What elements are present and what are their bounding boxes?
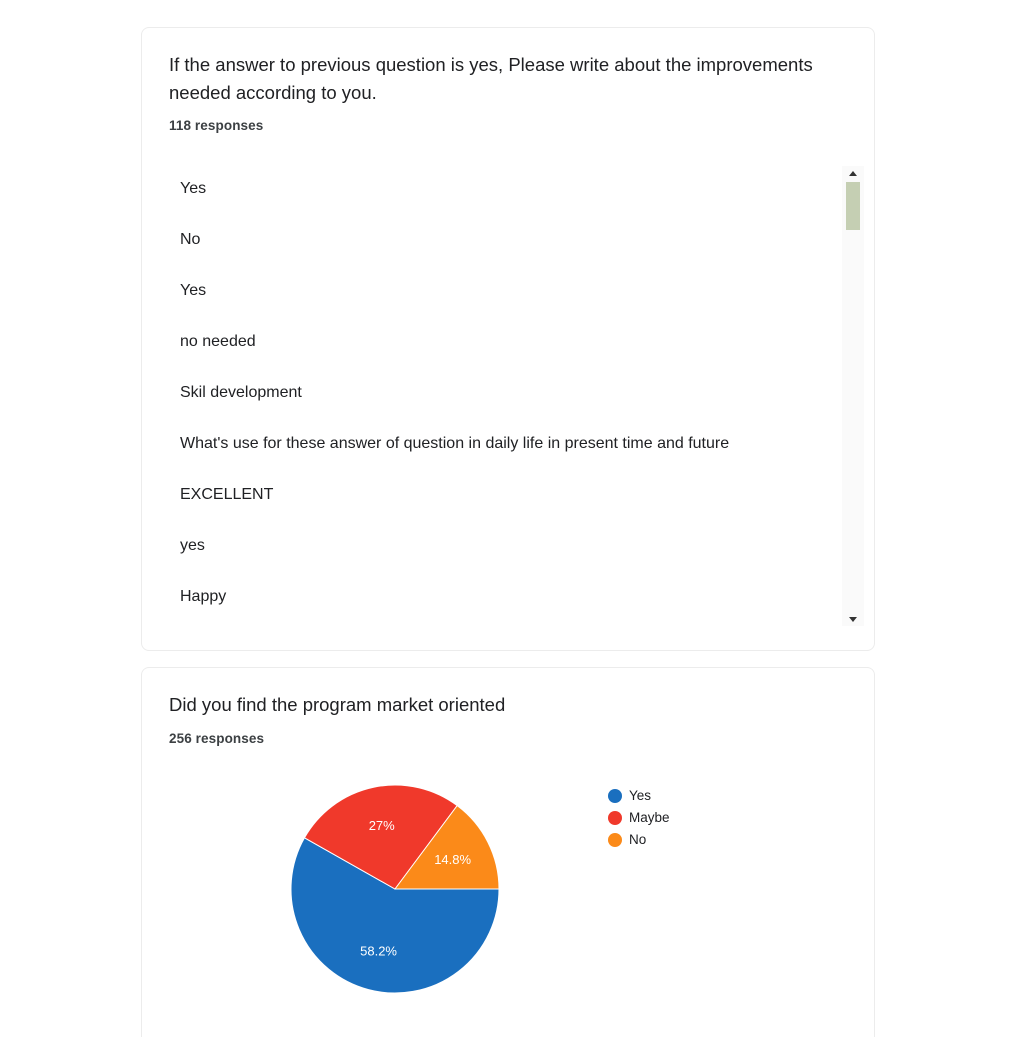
list-item: Yes bbox=[180, 282, 207, 299]
pie-label-yes: 58.2% bbox=[360, 943, 398, 959]
list-item: What's use for these answer of question in daily life in present time and future bbox=[180, 435, 730, 452]
question-title: Did you find the program market oriented bbox=[169, 694, 506, 715]
legend-dot-icon bbox=[608, 789, 622, 803]
list-item: Yes bbox=[180, 180, 207, 197]
scroll-thumb[interactable] bbox=[846, 182, 860, 230]
response-count: 118 responses bbox=[169, 118, 264, 133]
legend-dot-icon bbox=[608, 833, 622, 847]
list-item: Happy bbox=[180, 588, 227, 605]
list-item: no needed bbox=[180, 333, 256, 350]
response-count: 256 responses bbox=[169, 731, 265, 746]
question-title: If the answer to previous question is yes, Please write about the improvements needed according to you. bbox=[169, 54, 813, 103]
legend-label: Maybe bbox=[629, 810, 670, 825]
legend-label: Yes bbox=[629, 788, 652, 803]
legend-item-yes bbox=[608, 785, 670, 807]
responses-scrollbar[interactable] bbox=[842, 166, 864, 626]
pie-label-maybe: 27% bbox=[368, 817, 395, 833]
list-item: Skil development bbox=[180, 384, 302, 401]
response-list bbox=[170, 174, 830, 633]
legend-item-no bbox=[608, 829, 670, 851]
scroll-down-arrow-icon[interactable] bbox=[849, 617, 857, 622]
legend-dot-icon bbox=[608, 811, 622, 825]
legend-label: No bbox=[629, 832, 647, 847]
pie-label-no: 14.8% bbox=[434, 852, 472, 868]
list-item: yes bbox=[180, 537, 205, 554]
text-question-card bbox=[141, 27, 875, 651]
list-item: EXCELLENT bbox=[180, 486, 274, 503]
legend-item-maybe bbox=[608, 807, 670, 829]
chart-legend bbox=[608, 785, 670, 851]
list-item: No bbox=[180, 231, 201, 248]
scroll-up-arrow-icon[interactable] bbox=[849, 171, 857, 176]
chart-question-card bbox=[141, 667, 875, 1037]
pie-chart bbox=[290, 784, 500, 994]
